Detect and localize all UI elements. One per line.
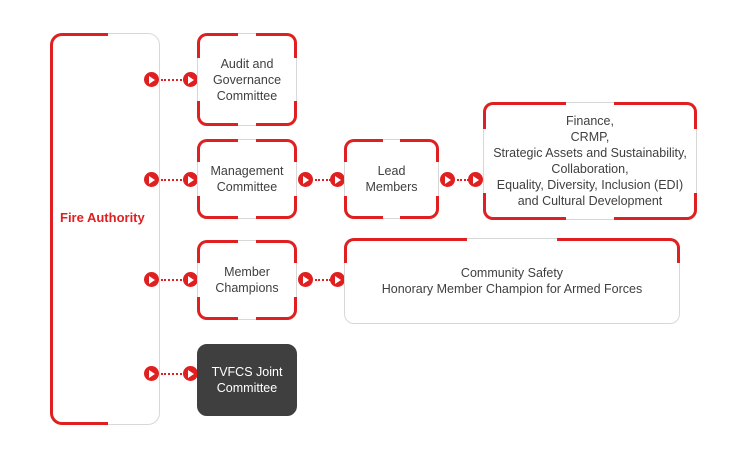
node-audit-governance-committee-label: Audit and Governance Committee <box>212 56 282 103</box>
arrow-management-to-lead-1 <box>298 172 313 187</box>
arrow-fire-authority-to-audit-1 <box>144 72 159 87</box>
arrow-fire-authority-to-champions-2 <box>183 272 198 287</box>
connector-fire-authority-audit <box>161 79 182 81</box>
node-community-safety[interactable] <box>344 238 680 324</box>
fire-authority-container <box>50 33 160 425</box>
node-lead-members[interactable] <box>344 139 439 219</box>
arrow-champions-to-community-2 <box>330 272 345 287</box>
node-community-safety-label: Community Safety Honorary Member Champion for Armed Forces <box>381 266 643 296</box>
connector-fire-authority-tvfcs <box>161 373 182 375</box>
node-portfolios[interactable] <box>483 102 697 220</box>
arrow-champions-to-community-1 <box>298 272 313 287</box>
node-lead-members-label: Lead Members <box>365 164 418 194</box>
node-audit-governance-committee[interactable] <box>197 33 297 126</box>
arrow-fire-authority-to-management-2 <box>183 172 198 187</box>
arrow-fire-authority-to-tvfcs-2 <box>183 366 198 381</box>
connector-fire-authority-champions <box>161 279 182 281</box>
arrow-fire-authority-to-management-1 <box>144 172 159 187</box>
node-management-committee-label: Management Committee <box>210 164 284 194</box>
arrow-fire-authority-to-audit-2 <box>183 72 198 87</box>
fire-authority-label: Fire Authority <box>60 210 145 225</box>
node-member-champions[interactable] <box>197 240 297 320</box>
arrow-fire-authority-to-champions-1 <box>144 272 159 287</box>
node-management-committee[interactable] <box>197 139 297 219</box>
node-portfolios-label: Finance, CRMP, Strategic Assets and Sustainability, Collaboration, Equality, Diversity, Inclusion (EDI) and Cultural Development <box>493 114 687 208</box>
connector-champions-community <box>315 279 331 281</box>
node-tvfcs-joint-committee-label: TVFCS Joint Committee <box>211 365 283 395</box>
arrow-lead-to-portfolios-2 <box>468 172 483 187</box>
arrow-lead-to-portfolios-1 <box>440 172 455 187</box>
connector-management-lead <box>315 179 331 181</box>
node-tvfcs-joint-committee[interactable] <box>197 344 297 416</box>
connector-fire-authority-management <box>161 179 182 181</box>
arrow-management-to-lead-2 <box>330 172 345 187</box>
node-member-champions-label: Member Champions <box>215 265 279 295</box>
arrow-fire-authority-to-tvfcs-1 <box>144 366 159 381</box>
